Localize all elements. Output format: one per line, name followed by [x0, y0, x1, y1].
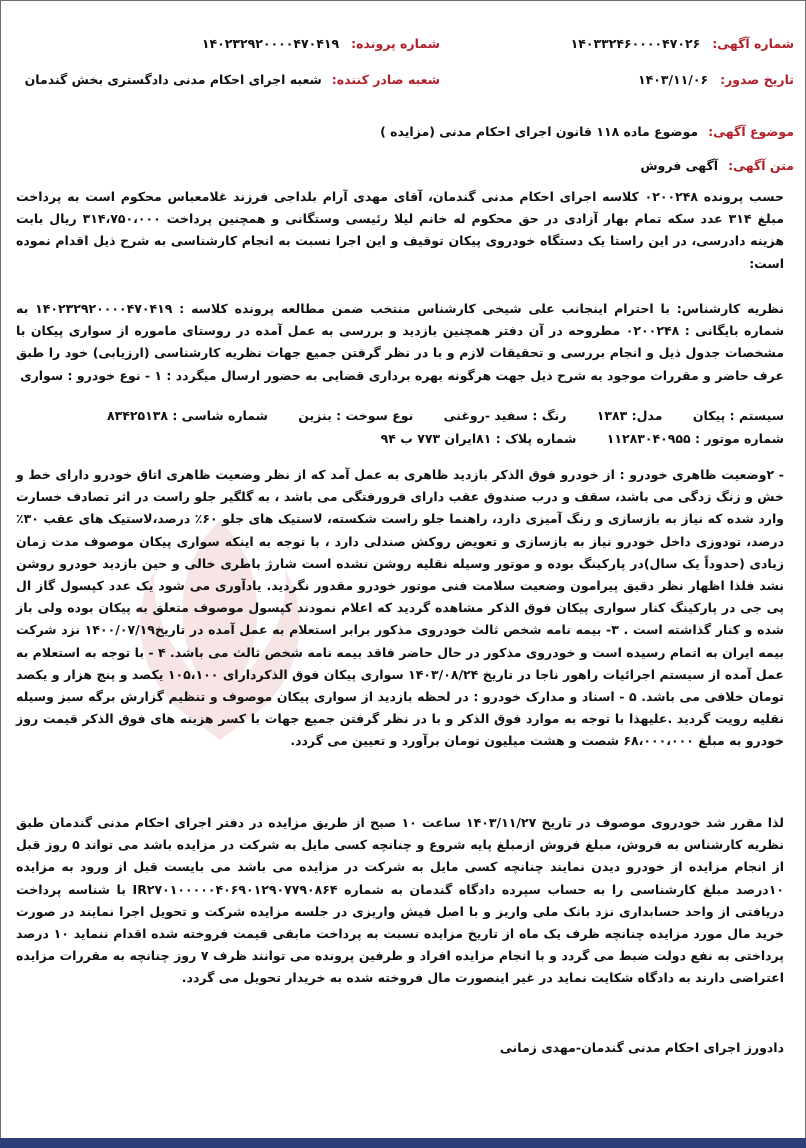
subject-row: [380, 124, 794, 139]
spec-chassis: شماره شاسی : ۸۳۴۲۵۱۳۸: [106, 408, 268, 423]
spec-engine: شماره موتور : ۱۱۲۸۳۰۴۰۹۵۵: [606, 431, 784, 446]
issuer-label: شعبه صادر کننده:: [331, 72, 440, 87]
spec-fuel: نوع سوخت : بنزین: [298, 408, 414, 423]
ad-title: آگهی فروش: [640, 158, 719, 173]
vehicle-specs-line1: [81, 408, 784, 423]
case-number-label: شماره پرونده:: [351, 36, 440, 51]
ad-text-row: [640, 158, 794, 173]
paragraph-case: حسب پرونده ۰۲۰۰۲۴۸ کلاسه اجرای احکام مدنی گندمان، آقای مهدی آرام بلداجی فرزند غلامعباس محکوم است به پرداخت مبلغ ۳۱۴ عدد سکه تمام بهار آزادی در حق محکوم له خانم لیلا رئیسی وستگانی و همچنین پرداخت ۳۱۴،۷۵۰،۰۰۰ ریال بابت هزینه دادرسی، در این راستا یک دستگاه خودروی پیکان توقیف و این اجرا نسبت به انجام کارشناسی به شرح ذیل اقدام نموده است:: [16, 189, 784, 271]
ad-number-label: شماره آگهی:: [712, 36, 794, 51]
paragraph-expert-opinion: نظریه کارشناس: با احترام اینجانب علی شیخی کارشناس منتخب ضمن مطالعه پرونده کلاسه : ۱۴۰۲۳۲۹۲۰۰۰۰۴۷۰۴۱۹ به شماره بایگانی : ۰۲۰۰۲۴۸ مطروحه در آن دفتر همچنین بازدید و بررسی به عمل آمده در روستای ماموره از سواری پیکان با مشخصات جدول ذیل و انجام بررسی و تحقیقات لازم و با در نظر گرفتن جمیع جهات نظریه کارشناسی (ارزیابی) خود را طبق عرف حاضر و مقررات موجود به شرح ذیل جهت هرگونه بهره برداری قضایی به حضور ارسال میگردد : ۱ - نوع خودرو : سواری: [16, 301, 785, 383]
spec-system: سیستم : پیکان: [692, 408, 784, 423]
issue-date-label: تاریخ صدور:: [720, 72, 794, 87]
issue-date: ۱۴۰۳/۱۱/۰۶: [637, 72, 709, 87]
vehicle-specs-line2: [355, 431, 784, 446]
paragraph-auction-terms: لذا مقرر شد خودروی موصوف در تاریخ ۱۴۰۳/۱۱/۲۷ ساعت ۱۰ صبح از طریق مزایده در دفتر اجرای احکام مدنی گندمان طبق نظریه کارشناس به فروش، مبلغ فروش ازمبلغ پایه شروع و چنانچه کسی مایل به شرکت در مزایده باشد می تواند ۵ روز قبل از انجام مزایده از خودرو دیدن نمایند چنانچه کسی مایل به شرکت در مزایده می باشد می بایست قبل از ورود به مزایده ۱۰درصد مبلغ کارشناسی را به حساب سپرده دادگاه گندمان به شماره IR۲۷۰۱۰۰۰۰۰۴۰۶۹۰۱۲۹۰۷۷۹۰۸۶۴ با شناسه پرداخت دریافتی از واحد حسابداری نزد بانک ملی واریز و با اصل فیش واریزی در جلسه مزایده شرکت و تحویل اجرا نمایند در صورت خرید مال مورد مزایده چنانچه ظرف یک ماه از تاریخ مزایده نسبت به پرداخت مابقی قیمت فروخته شده اقدام ننماید ۱۰ درصد پرداختی به نفع دولت ضبط می گردد و با انجام مزایده افراد و طرفین پرونده می توانند ظرف ۷ روز چنانچه به مقررات مزایده اعتراضی دارند به دادگاه شکایت نماید در غیر اینصورت مال فروخته شده به خریدار تحویل می گردد.: [16, 815, 784, 986]
subject-text: موضوع ماده ۱۱۸ قانون اجرای احکام مدنی (مزایده ): [380, 124, 699, 139]
issue-date-row: [638, 72, 794, 87]
subject-label: موضوع آگهی:: [708, 124, 794, 139]
ad-number: ۱۴۰۳۳۲۴۶۰۰۰۰۴۷۰۲۶: [570, 36, 701, 51]
bottom-bar: [0, 1138, 806, 1148]
paragraph-vehicle-condition: - ۲وضعیت ظاهری خودرو : از خودرو فوق الذکر بازدید ظاهری به عمل آمد که از نظر وضعیت ظاهری اتاق خودرو دارای خط و خش و زنگ زدگی می باشد، سقف و درب صندوق عقب دارای فرورفتگی می باشد ، به گلگیر جلو راست در اثر تصادف خسارت وارد شده که نیاز به بازسازی و رنگ آمیزی دارد، راهنما جلو راست شکسته، لاستیک های جلو ۶۰٪ درصد،لاستیک های عقب ۳۰٪ درصد، تودوزی داخل خودرو نیاز به بازسازی و تعویض روکش صندلی دارد ، با توجه به اینکه سواری پیکان موصوف مدت زمان زیادی (حدوداً یک سال)در پارکینگ بوده و موتور وسیله نقلیه روشن نشده است شارژ باطری خالی و حین بازدید خودرو روشن نشد فلذا اظهار نظر دقیق پیرامون وضعیت سلامت فنی موتور خودرو مقدور نگردید. یادآوری می شود یک عدد کپسول گاز ال پی جی در پارکینگ کنار سواری پیکان فوق الذکر مشاهده گردید که اعلام نمودند کپسول موصوف متعلق به پیکان بوده ولی باز شده و کنار گذاشته است . ۳- بیمه نامه شخص ثالث خودروی مذکور برابر استعلام به عمل آمده در تاریخ۱۴۰۰/۰۷/۱۹ نزد شرکت بیمه ایران به اتمام رسیده است و خودروی مذکور در حال حاضر فاقد بیمه نامه شخص ثالث می باشد. ۴ - با توجه به استعلام به عمل آمده از سیستم اجرائیات راهور ناجا در تاریخ ۱۴۰۳/۰۸/۲۴ سواری پیکان فوق الذکردارای ۱۰۵،۱۰۰ یکصد و پنج هزار و یکصد تومان خلافی می باشد. ۵ - اسناد و مدارک خودرو : در لحظه بازدید از سواری پیکان موصوف و تنظیم گزارش برگه سبز وسیله نقلیه رویت گردید .علیهذا با توجه به موارد فوق الذکر و با در نظر گرفتن جمیع جهات با کسر هزینه های فوق الذکر قیمت روز خودرو به مبلغ ۶۸،۰۰۰،۰۰۰ شصت و هشت میلیون تومان برآورد و تعیین می گردد.: [16, 467, 785, 749]
spec-model: مدل: ۱۳۸۳: [596, 408, 663, 423]
issuer: شعبه اجرای احکام مدنی دادگستری بخش گندمان: [24, 72, 322, 87]
case-number-row: [202, 36, 440, 51]
issuer-row: [25, 72, 440, 87]
ad-text-label: متن آگهی:: [728, 158, 794, 173]
case-number: ۱۴۰۲۳۲۹۲۰۰۰۰۴۷۰۴۱۹: [201, 36, 340, 51]
ad-number-row: [571, 36, 794, 51]
spec-plate: شماره پلاک : ۸۱ایران ۷۷۳ ب ۹۴: [380, 431, 577, 446]
signature: دادورز اجرای احکام مدنی گندمان-مهدی زمانی: [499, 1040, 784, 1055]
spec-color: رنگ : سفید -روغنی: [443, 408, 567, 423]
